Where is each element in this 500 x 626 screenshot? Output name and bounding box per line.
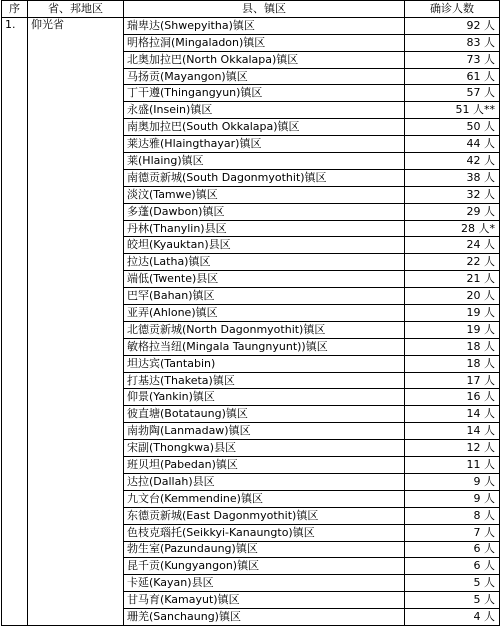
count-cell: 14 人 xyxy=(405,406,500,423)
count-cell: 5 人 xyxy=(405,592,500,609)
table-row xyxy=(2,17,500,34)
district-cell: 甘马育(Kamayut)镇区 xyxy=(124,592,405,609)
count-cell: 28 人* xyxy=(405,220,500,237)
count-cell: 6 人 xyxy=(405,541,500,558)
district-cell: 明格拉洞(Mingaladon)镇区 xyxy=(124,34,405,51)
count-cell: 14 人 xyxy=(405,423,500,440)
count-cell: 5 人 xyxy=(405,575,500,592)
district-cell: 东德贡新城(East Dagonmyothit)镇区 xyxy=(124,507,405,524)
header-district: 县、镇区 xyxy=(124,1,405,18)
district-cell: 莱达雅(Hlaingthayar)镇区 xyxy=(124,136,405,153)
count-cell: 32 人 xyxy=(405,186,500,203)
count-cell: 11 人 xyxy=(405,457,500,474)
district-cell: 多蓬(Dawbon)镇区 xyxy=(124,203,405,220)
district-cell: 淡汶(Tamwe)镇区 xyxy=(124,186,405,203)
district-cell: 南勃陶(Lanmadaw)镇区 xyxy=(124,423,405,440)
district-cell: 马扬贡(Mayangon)镇区 xyxy=(124,68,405,85)
district-cell: 南奥加拉巴(South Okkalapa)镇区 xyxy=(124,119,405,136)
district-cell: 打基达(Thaketa)镇区 xyxy=(124,372,405,389)
district-cell: 丁干遵(Thingangyun)镇区 xyxy=(124,85,405,102)
count-cell: 83 人 xyxy=(405,34,500,51)
count-cell: 4 人 xyxy=(405,609,500,626)
header-province: 省、邦地区 xyxy=(28,1,124,18)
district-cell: 彼直塘(Botataung)镇区 xyxy=(124,406,405,423)
district-cell: 丹林(Thanylin)县区 xyxy=(124,220,405,237)
count-cell: 18 人 xyxy=(405,355,500,372)
count-cell: 19 人 xyxy=(405,305,500,322)
case-table xyxy=(1,0,500,626)
count-cell: 7 人 xyxy=(405,524,500,541)
count-cell: 73 人 xyxy=(405,51,500,68)
district-cell: 北奥加拉巴(North Okkalapa)镇区 xyxy=(124,51,405,68)
count-cell: 17 人 xyxy=(405,372,500,389)
count-cell: 16 人 xyxy=(405,389,500,406)
header-seq: 序 xyxy=(2,1,28,18)
table-body xyxy=(2,17,500,625)
count-cell: 50 人 xyxy=(405,119,500,136)
district-cell: 宋副(Thongkwa)县区 xyxy=(124,440,405,457)
district-cell: 皎坦(Kyauktan)县区 xyxy=(124,237,405,254)
district-cell: 坦达宾(Tantabin) xyxy=(124,355,405,372)
district-cell: 永盛(Insein)镇区 xyxy=(124,102,405,119)
count-cell: 8 人 xyxy=(405,507,500,524)
count-cell: 18 人 xyxy=(405,338,500,355)
seq-cell: 1. xyxy=(2,17,28,625)
header-count: 确诊人数 xyxy=(405,1,500,18)
district-cell: 莱(Hlaing)镇区 xyxy=(124,153,405,170)
district-cell: 九文台(Kemmendine)镇区 xyxy=(124,490,405,507)
count-cell: 57 人 xyxy=(405,85,500,102)
count-cell: 38 人 xyxy=(405,169,500,186)
count-cell: 42 人 xyxy=(405,153,500,170)
district-cell: 拉达(Latha)镇区 xyxy=(124,254,405,271)
district-cell: 端低(Twente)县区 xyxy=(124,271,405,288)
district-cell: 南德贡新城(South Dagonmyothit)镇区 xyxy=(124,169,405,186)
count-cell: 20 人 xyxy=(405,288,500,305)
count-cell: 19 人 xyxy=(405,321,500,338)
district-cell: 卡延(Kayan)县区 xyxy=(124,575,405,592)
count-cell: 22 人 xyxy=(405,254,500,271)
count-cell: 21 人 xyxy=(405,271,500,288)
district-cell: 仰景(Yankin)镇区 xyxy=(124,389,405,406)
count-cell: 51 人** xyxy=(405,102,500,119)
header-row xyxy=(2,1,500,18)
province-cell: 仰光省 xyxy=(28,17,124,625)
district-cell: 勃生室(Pazundaung)镇区 xyxy=(124,541,405,558)
district-cell: 北德贡新城(North Dagonmyothit)镇区 xyxy=(124,321,405,338)
count-cell: 12 人 xyxy=(405,440,500,457)
count-cell: 24 人 xyxy=(405,237,500,254)
district-cell: 班贝坦(Pabedan)镇区 xyxy=(124,457,405,474)
district-cell: 敏格拉当纽(Mingala Taungnyunt))镇区 xyxy=(124,338,405,355)
count-cell: 29 人 xyxy=(405,203,500,220)
district-cell: 亚弄(Ahlone)镇区 xyxy=(124,305,405,322)
count-cell: 92 人 xyxy=(405,17,500,34)
district-cell: 巴罕(Bahan)镇区 xyxy=(124,288,405,305)
district-cell: 色枝克瑙托(Seikkyi-Kanaungto)镇区 xyxy=(124,524,405,541)
count-cell: 9 人 xyxy=(405,473,500,490)
count-cell: 9 人 xyxy=(405,490,500,507)
count-cell: 6 人 xyxy=(405,558,500,575)
count-cell: 61 人 xyxy=(405,68,500,85)
district-cell: 珊羌(Sanchaung)镇区 xyxy=(124,609,405,626)
district-cell: 昆千贡(Kungyangon)镇区 xyxy=(124,558,405,575)
count-cell: 44 人 xyxy=(405,136,500,153)
district-cell: 瑞卑达(Shwepyitha)镇区 xyxy=(124,17,405,34)
district-cell: 达拉(Dallah)县区 xyxy=(124,473,405,490)
